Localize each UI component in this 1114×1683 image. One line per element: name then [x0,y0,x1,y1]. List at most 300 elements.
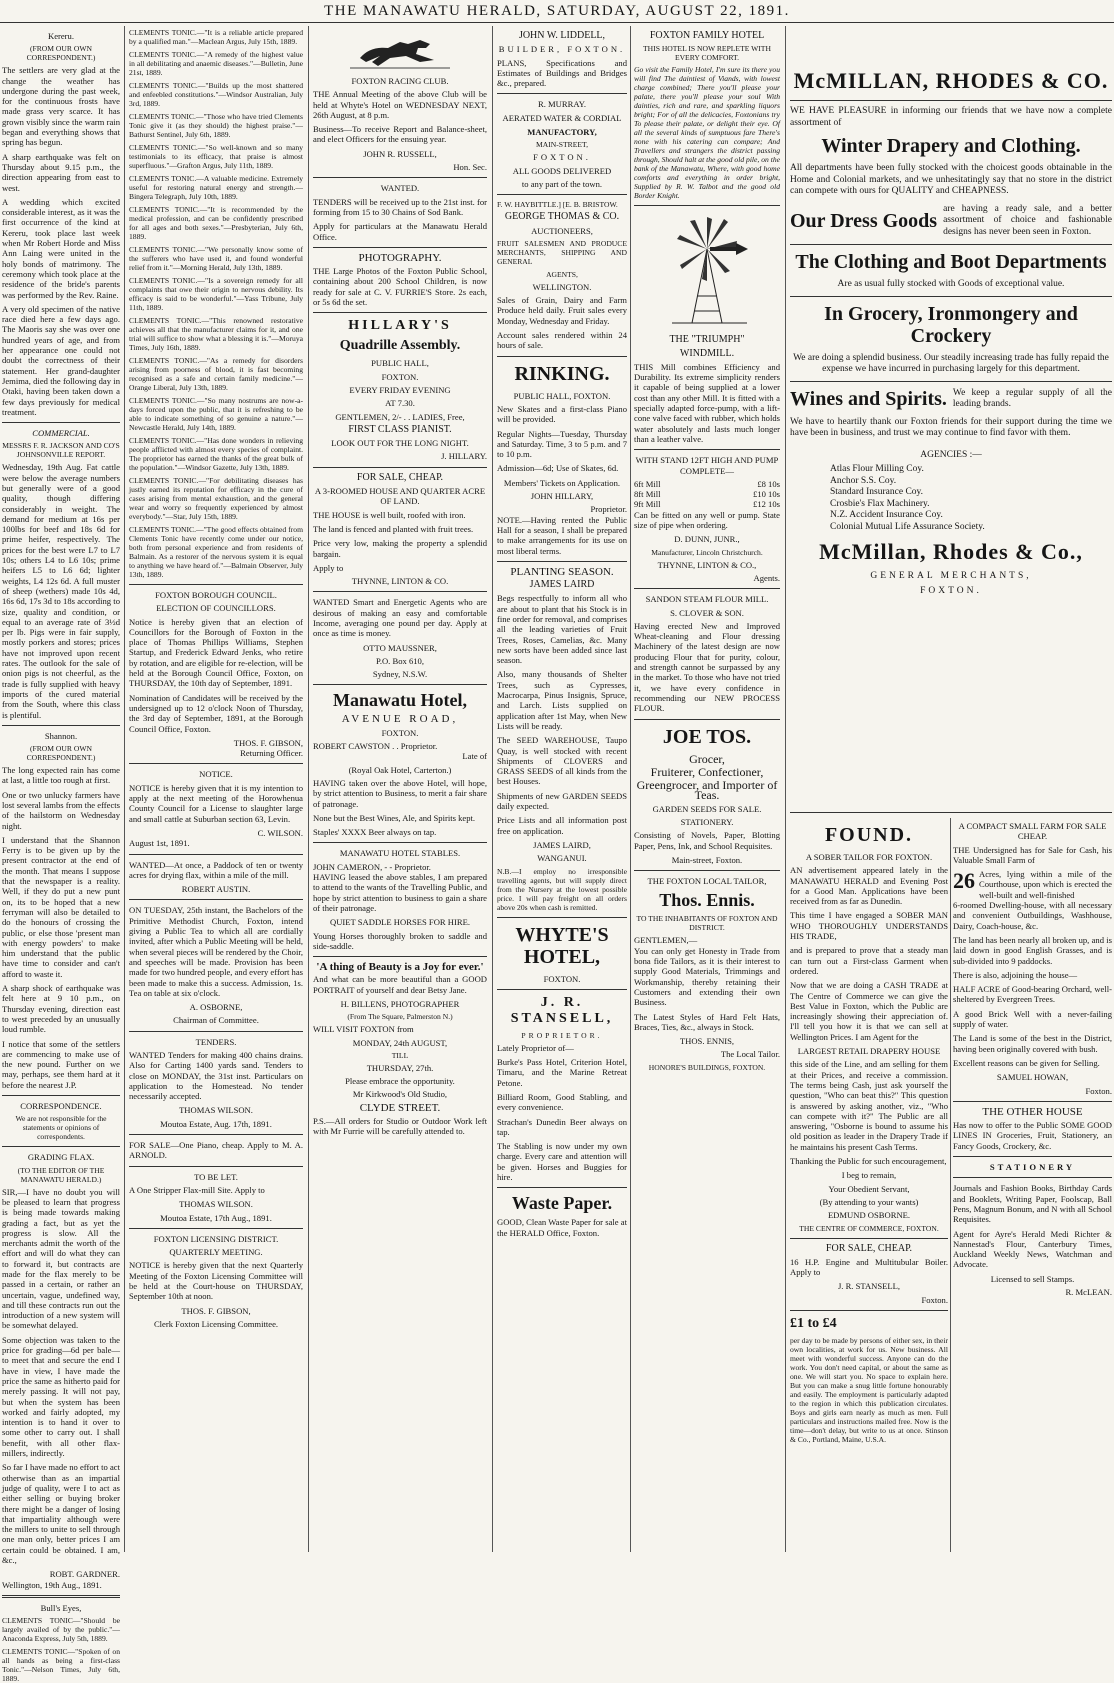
farm-paragraph: A good Brick Well with a never-failing supply of water. [953,1008,1112,1030]
hillary-hall: PUBLIC HALL, [371,358,429,369]
rinking-paragraph: New Skates and a first-class Piano will be provided. [497,403,627,425]
visit-date: MONDAY, 24th AUGUST, [352,1037,448,1048]
hotel-paragraph: None but the Best Wines, Ale, and Spirits kept. [313,812,476,823]
tobelet-date: Moutoa Estate, 17th Aug., 1891. [160,1212,272,1223]
council-subtitle: ELECTION OF COUNCILLORS. [156,603,276,614]
family-subtitle: THIS HOTEL IS NOW REPLETE WITH EVERY COMFORT. [643,44,771,63]
saddle-paragraph: Young Horses thoroughly broken to saddle and side-saddle. [313,930,487,951]
shannon-paragraph: I notice that some of the settlers are commencing to make use of the new pound. Further on we may, perhaps, see them hard at it before the nearest J.P. [2,1038,120,1090]
hotel-late: Late of [462,751,487,762]
sale-town: Foxton. [921,1294,948,1305]
column-notices [129,28,303,1550]
rinking-title: RINKING. [514,362,610,385]
column-rule [492,26,493,1552]
visit-line: WILL VISIT FOXTON from [313,1024,414,1035]
stansell-paragraph: Burke's Pass Hotel, Criterion Hotel, Timaru, and the Marine Retreat Petone. [497,1057,627,1088]
mill-price: £12 10s [753,499,780,510]
photo-title: PHOTOGRAPHY. [358,251,442,264]
kereru-paragraph: A wedding which excited considerable interest, as it was the first occurrence of the kind at Kereru, took place last week when Mr Robert Horde and Miss Ann Laing were united in the holy bonds of matrimony. The ceremony which took place at the residence of the bride's parents was performed by the Rev. Raine. [2,196,120,300]
mill-size: 9ft Mill [634,499,661,510]
council-role: Returning Officer. [240,748,303,759]
farm-paragraph: The land has been nearly all broken up, and is laid down in good English Grasses, and is sub-divided into 9 paddocks. [953,934,1112,966]
bulls-title: Bull's Eyes, [40,1602,82,1613]
tuesday-paragraph: ON TUESDAY, 25th instant, the Bachelors of the Primitive Methodist Church, Foxton, intend giving a Public Tea to which all are cordially invited, after which a Public Meeting will be held, when several pieces will be rendered by the Choir, and speeches will be made. Provision has been made for two hundred people, and every effort has been made to make this a success. Admission, 1s. Tea on table at six o'clock. [129,905,303,998]
farm-town: Foxton. [1085,1085,1112,1096]
windmill-icon [652,211,762,331]
bulls-paragraph: CLEMENTS TONIC—"Spoken of on all hands as being a first-class Tonic."—Nelson Times, July 6th, 1889. [2,1647,120,1683]
shannon-title: Shannon. [44,730,78,741]
beauty-title: 'A thing of Beauty is a Joy for ever.' [316,961,484,974]
thanks-paragraph: We have to heartily thank our Foxton friends for their support during the time we have been in business, and trust we may continue to find favor with them. [790,416,1112,438]
divider [953,1101,1112,1102]
clothing-paragraph: Are as usual fully stocked with Goods of exceptional value. [837,279,1065,289]
sale-title: FOR SALE, CHEAP. [825,1242,913,1254]
grading-signature: ROBT. GARDNER. [49,1569,120,1580]
column-rule [950,818,951,1552]
laird-paragraph: Begs respectfully to inform all who are about to plant that his Stock is in fine order for removal, and comprises all the leading varieties of Fruit Trees, Roses, Camelias, &c. Many new sorts have been added since last season. [497,593,627,666]
divider [129,1134,303,1135]
forsale-title: FOR SALE, CHEAP. [356,471,444,483]
stand-note: Can be fitted on any well or pump. State size of pipe when ordering. [634,509,780,531]
divider [129,1228,303,1229]
agents-signature: OTTO MAUSSNER, [363,642,437,653]
hotel-proprietor: ROBERT CAWSTON . . Proprietor. [313,741,438,752]
tonic-testimonials [129,28,303,579]
other-title: THE OTHER HOUSE [982,1105,1083,1118]
agents-address: Sydney, N.S.W. [372,669,428,680]
stationery-paragraph: Journals and Fashion Books, Birthday Cards and Booklets, Writing Paper, Foolscap, Ball Pens, Magnum Bonum, and N with all School Requisites. [953,1183,1112,1225]
tailor-line: THE FOXTON LOCAL TAILOR, [647,876,767,887]
dunn-agents: THYNNE, LINTON & CO., [657,559,757,570]
council-title: FOXTON BOROUGH COUNCIL. [155,590,277,600]
saddle-title: QUIET SADDLE HORSES FOR HIRE. [330,917,470,928]
hotel-town: FOXTON. [381,727,419,738]
tonic-testimonial: CLEMENTS TONIC.—"Is a sovereign remedy for all complaints that owe their origin to nervous debility. Its efficacy is said to be wonderful."—Yass Tribune, July 11th, 1889. [129,276,303,312]
farm-paragraph: Acres, lying within a mile of the Courthouse, upon which is erected the well-built and well-finished [979,869,1112,900]
dunn-agents-label: Agents. [753,572,780,583]
divider [2,1095,120,1096]
divider [790,1238,948,1239]
farm-paragraph: The Land is some of the best in the District, having been originally covered with bush. [953,1033,1112,1054]
studio-ps: P.S.—All orders for Studio or Outdoor Work left with Mr Furrie will be carefully attended to. [313,1116,487,1137]
column-rule [124,26,125,1552]
tonic-testimonial: CLEMENTS TONIC.—"Builds up the most shattered and enfeebled constitutions."—Windsor Australian, July 3rd, 1889. [129,81,303,108]
rinking-signature: JOHN HILLARY, [530,491,594,502]
dunn-name: D. DUNN, JUNR., [674,534,740,545]
agency-list [830,464,1112,533]
tonic-testimonial: CLEMENTS TONIC.—"This renowned restorative achieves all that the manufacturer claims for it, and one trial will suffice to show what a blessing it is."—Moruya Times, July 16th, 1889. [129,316,303,352]
correspondence-note: We are not responsible for the statements or opinions of correspondents. [15,1114,107,1142]
farm-title: A COMPACT SMALL FARM FOR SALE CHEAP. [958,821,1107,842]
grading-date: Wellington, 19th Aug., 1891. [2,1579,102,1590]
tonic-testimonial: CLEMENTS TONIC.—"Has done wonders in relieving people afflicted with almost every species of complaint. The proprietor has earned the thanks of the great bulk of the population."—Windsor Gazette, July 13th, 1889. [129,436,303,472]
wines-paragraph: We keep a regular supply of all the leading brands. [952,387,1112,409]
farm-paragraph: Excellent reasons can be given for Selling. [953,1057,1100,1068]
quarterly-signature: THOS. F. GIBSON, [181,1305,251,1316]
council-paragraph: Notice is hereby given that an election of Councillors for the Borough of Foxton in the place of Thomas Phillips Williams, Stephen Startup, and Frederick Edward Jenks, who retire by rotation, and are eligible for re-election, will be held at the Borough Council Office, Foxton, on THURSDAY, the 10th day of September, 1891. [129,616,303,689]
laird-town: WANGANUI. [537,853,587,864]
dunn-subtitle: Manufacturer, Lincoln Christchurch. [651,547,763,557]
racing-paragraph: THE Annual Meeting of the above Club will be held at Whyte's Hotel on WEDNESDAY NEXT, 26th August, at 8 p.m. [313,89,487,120]
thomas-paragraph: Sales of Grain, Dairy and Farm Produce held daily. Fruit sales every Monday, Wednesday and Friday. [497,295,627,326]
wanted-signature: ROBERT AUSTIN. [181,884,251,895]
agency-item: Atlas Flour Milling Coy. [830,464,924,474]
waste-paragraph: GOOD, Clean Waste Paper for sale at the HERALD Office, Foxton. [497,1217,627,1238]
studio-name: Mr Kirkwood's Old Studio, [352,1089,448,1100]
divider [790,812,1112,813]
winter-heading: Winter Drapery and Clothing. [821,135,1081,157]
grading-paragraph: SIR,—I have no doubt you will be pleased to learn that progress is being made towards making grading a fact, but as yet the progress is slow. All the merchants admit the worth of the effort and will do what they can to forward it, but contracts are made for the flax merely to be passed in a certain, or rather an uncertain, vague, undefined way, and till these contracts run out the introduction of a new system will be somewhat delayed. [2,1186,120,1331]
divider [634,449,780,450]
joe-line: Greengrocer, and Importer of Teas. [636,778,778,803]
kereru-paragraph: A very old specimen of the native race died here a few days ago. The Maoris say she was over one hundred years of age, and from her appearance one could not doubt the correctness of their statement. Her grand-daughter Jemima, died the following day in Otaki, having been taken down a few days previously for medical treatment. [2,303,120,417]
licensing-title: FOXTON LICENSING DISTRICT. [153,1233,279,1244]
wanted-paragraph: Apply for particulars at the Manawatu Herald Office. [313,221,487,242]
tailor-greeting: GENTLEMEN,— [634,935,698,946]
tenders-paragraph: WANTED Tenders for making 400 chains drains. Also for Carting 1400 yards sand. Tenders to close on MONDAY, the 31st inst. Particulars on application to the Homestead. No tender necessarily accepted. [129,1049,303,1102]
divider [129,763,303,764]
divider [790,381,1112,382]
divider [129,584,303,585]
wanted-title: WANTED. [380,183,420,194]
kereru-paragraph: A sharp earthquake was felt on Thursday about 9.15 p.m., the direction appearing from east to west. [2,151,120,193]
found-centre: THE CENTRE OF COMMERCE, FOXTON. [799,1223,939,1233]
council-paragraph: Nomination of Candidates will be received by the undersigned up to 12 o'clock Noon of Thursday, the 3rd day of September, 1891, at the Borough Council Office, Foxton. [129,692,303,734]
commercial-title: COMMERCIAL. [32,428,90,439]
farm-paragraph: 6-roomed Dwelling-house, with all necessary and convenient Outbuildings, Washhouse, Dairy, Coach-house, &c. [953,900,1112,931]
found-title: FOUND. [824,824,914,846]
notice-paragraph: NOTICE is hereby given that it is my intention to apply at the next meeting of the Horowhenua County Council for a License to slaughter large and small cattle at Suburban section 63, Levin. [129,782,303,824]
column-news [2,28,120,1683]
laird-note: N.B.—I employ no irresponsible travelling agents, but will supply direct from the Nursery at the lowest possible price. I will pay freight on all orders above 20s when cash is remitted. [497,866,627,912]
mill-price: £8 10s [757,478,780,489]
family-poem: Go visit the Family Hotel, I'm sure its there you will find The daintiest of Viands, with lowest charge combined; There you'll please your palate, there you'll please your soul With dainties, rich and rare, and sparkling liquors bright; For of all the delicacies, Foxtonians try To please their palate, or delight their eye. Of all the several kinds of sumptuous fare There's none with his catering can compare; And Travellers and strangers the district passing through, Should halt at the good old pile, on the bank of the Manawatu, Where, with good home comforts and everything in order bright, Supplied by R. W. Talbot and the good old Border Knight. [634,65,780,201]
tonic-testimonial: CLEMENTS TONIC.—"The good effects obtained from Clements Tonic have recently come under our notice, both from personal experience and from residents of Balmain. As a restorer of the nervous system it is equal to anything we have heard of."—Balmain Observer, July 13th, 1889. [129,525,303,579]
shannon-byline: (FROM OUR OWN CORRESPONDENT.) [26,744,96,763]
found-subtitle: A SOBER TAILOR FOR FOXTON. [805,852,933,862]
divider [790,100,1112,101]
divider [497,93,627,94]
visit-end: THURSDAY, 27th. [366,1062,434,1073]
divider [497,1187,627,1188]
tonic-testimonial: CLEMENTS TONIC.—"So many nostrums are now-a-days forced upon the public, that it is refreshing to be able to indicate something of so genuine a nature."—Newcastle Herald, July 14th, 1889. [129,396,303,432]
forsale-paragraph: The land is fenced and planted with fruit trees. [313,523,474,534]
murray-title: AERATED WATER & CORDIAL [502,112,622,123]
hillary-title: HILLARY'S [348,318,452,334]
farm-paragraph: THE Undersigned has for Sale for Cash, his Valuable Small Farm of [953,844,1112,865]
tailor-signature: THOS. ENNIS, [679,1036,735,1047]
hotel-title: Manawatu Hotel, [333,690,467,711]
hillary-signature: J. HILLARY. [441,451,487,462]
tenders-signature: THOMAS WILSON. [179,1105,253,1116]
forsale-apply: Apply to [313,562,344,573]
pound-paragraph: per day to be made by persons of either sex, in their own localities, at work for us. New business. All meet with wonderful success. Anyone can do the work. You don't need capital, or about the same as one. We will start you. No space to explain here. But you can make a snug little fortune honourably and easily. The employment is particularly adapted to the region in which this publication circulates. Boys and girls earn nearly as much as men. Full particulars and instructions mailed free. Now is the time—don't delay, but write to us at once. Stinson & Co., Portland, Maine, U.S.A. [790,1335,948,1444]
tailor-title: Thos. Ennis. [659,890,755,911]
laird-paragraph: The SEED WAREHOUSE, Taupo Quay, is well stocked with recent Shipments of CLOVERS and GRASS SEEDS of all kinds from the best Houses. [497,735,627,787]
racing-title: FOXTON RACING CLUB. [351,76,449,86]
column-ads-4 [497,28,627,1550]
tonic-testimonial: CLEMENTS TONIC.—A valuable medicine. Extremely useful for restoring natural energy and strength.—Bingera Telegraph, July 10th, 1889. [129,174,303,201]
hotel-paragraph: HAVING taken over the above Hotel, will hope, by strict attention to Business, to merit a fair share of patronage. [313,777,487,809]
tobelet-title: TO BE LET. [194,1171,238,1182]
agency-item: Crosbie's Flax Machinery. [830,498,930,509]
hillary-pianist: FIRST CLASS PIANIST. [348,423,452,435]
forsale-signature: THYNNE, LINTON & CO. [351,576,449,587]
hotel-road: AVENUE ROAD, [341,713,459,726]
shannon-paragraph: A sharp shock of earthquake was felt here at 9 10 p.m., on Thursday evening, direction east to west preceded by an unusually loud rumble. [2,983,120,1035]
tonic-testimonial: CLEMENTS TONIC.—"We personally know some of the sufferers who have used it, and found wonderful relief from it."—Morning Herald, July 13th, 1889. [129,245,303,272]
liddell-paragraph: PLANS, Specifications and Estimates of Buildings and Bridges &c., prepared. [497,57,627,89]
tailor-role: The Local Tailor. [720,1049,780,1060]
divider [634,588,780,589]
mill-size: 6ft Mill [634,478,661,489]
tonic-testimonial: CLEMENTS TONIC.—"For debilitating diseases has justly earned its reputation for efficacy in the cure of cases arising from mental exhaustion, and the general wear and worry so frequently experienced by almost everybody."—Star, July 15th, 1889. [129,476,303,521]
dress-row [790,204,1112,239]
hillary-time: AT 7.30. [385,398,415,409]
kereru-title: Kereru. [47,31,74,41]
racing-signature: JOHN R. RUSSELL, [363,148,437,159]
joe-title: JOE TOS. [662,725,752,748]
agency-item: N.Z. Accident Insurance Coy. [830,510,943,520]
wanted-paddock: WANTED—At once, a Paddock of ten or twenty acres for drying flax, within a mile of the mill. [129,859,303,880]
stansell-proprietor: PROPRIETOR. [521,1030,603,1040]
thomas-title: GEORGE THOMAS & CO. [504,211,620,223]
thomas-paragraph: FRUIT SALESMEN AND PRODUCE MERCHANTS, SHIPPING AND GENERAL [497,238,627,266]
found-paragraph: AN advertisement appeared lately in the MANAWATU HERALD and Evening Post for a Good Man. Applications have been received from as far as Dunedin. [790,865,948,907]
column-mcmillan [790,28,1112,814]
forsale-subtitle: A 3-ROOMED HOUSE AND QUARTER ACRE OF LAND. [314,486,486,507]
divider [313,842,487,843]
billens-from: (From The Square, Palmerston N.) [347,1012,453,1022]
tuesday-signature: A. OSBORNE, [189,1002,243,1013]
column-rule [630,26,631,1552]
stationery-stamps: Licensed to sell Stamps. [990,1273,1075,1284]
stansell-title: J. R. STANSELL, [510,994,614,1026]
joe-line: Fruiterer, Confectioner, [650,764,764,779]
wanted-paragraph: TENDERS will be received up to the 21st inst. for forming from 15 to 30 Chains of Sod Bank. [313,196,487,217]
triumph-subtitle: WINDMILL. [679,347,735,359]
stationery-signature: R. McLEAN. [1065,1286,1112,1297]
divider [790,296,1112,297]
mcmillan-intro: WE HAVE PLEASURE in informing our friends that we have now a complete assortment of [790,106,1112,128]
grading-paragraph: So far I have made no effort to act otherwise than as an impartial judge of quality, were I to act as either selling or buying broker there might be a danger of losing that impartiality although were the millers to unite to sell through one man only, better prices I am certain could be obtained. I am, &c., [2,1462,120,1565]
wines-row [790,388,1112,411]
joe-address: Main-street, Foxton. [671,854,743,865]
forsale-piano: FOR SALE—One Piano, cheap. Apply to M. A. ARNOLD. [129,1140,303,1161]
tuesday-role: Chairman of Committee. [173,1015,259,1026]
divider [790,1310,948,1311]
stansell-paragraph: Billiard Room, Good Stabling, and every convenience. [497,1092,627,1113]
divider [953,1156,1112,1157]
whytes-title: WHYTE'S HOTEL, [515,923,609,968]
grocery-heading: In Grocery, Ironmongery and Crockery [824,302,1078,347]
found-servant: Your Obedient Servant, [828,1183,910,1194]
thomas-subtitle: AUCTIONEERS, [531,225,593,236]
visit-till: TILL [391,1050,409,1060]
found-remain: I beg to remain, [841,1170,897,1181]
divider [313,467,487,468]
tonic-testimonial: CLEMENTS TONIC.—"As a remedy for disorders arising from poorness of blood, it is fast becoming recognised as a safe and certain family medicine."—Orange Liberal, July 13th, 1889. [129,356,303,392]
hillary-long-night: LOOK OUT FOR THE LONG NIGHT. [331,438,469,449]
quarterly-paragraph: NOTICE is hereby given that the next Quarterly Meeting of the Foxton Licensing Committee will be held at the Court-house on THURSDAY, September 10th at noon. [129,1260,303,1302]
murray-name: R. MURRAY. [537,99,586,110]
visit-embrace: Please embrace the opportunity. [345,1076,455,1087]
tobelet-paragraph: A One Stripper Flax-mill Site. Apply to [129,1184,265,1195]
hillary-price: GENTLEMEN, 2/- . . LADIES, Free, [335,411,465,422]
tailor-address: HONORE'S BUILDINGS, FOXTON. [648,1062,766,1072]
photo-paragraph: THE Large Photos of the Foxton Public School, containing about 200 School Children, is now ready for sale at C. V. FURRIE'S Store. 2s each, or 5s 6d the set. [313,266,487,308]
stationery-title: STATIONERY [989,1162,1076,1173]
murray-delivery: to any part of the town. [521,178,603,189]
divider [313,177,487,178]
sandon-paragraph: Having erected New and Improved Wheat-cleaning and Flour dressing Machinery of the latest design are now producing Flour that for purity, colour, and strength cannot be surpassed by any in the market. To those who have not tried it, we have every confidence in recommending our NEW PROCESS FLOUR. [634,620,780,714]
laird-paragraph: Also, many thousands of Shelter Trees, such as Cypresses, Macrocarpa, Pinus Insignis, Spruce, and Larch. Lists supplied on application after 1st May, when New Lists will be ready. [497,669,627,731]
racing-role: Hon. Sec. [453,162,487,173]
thomas-agents: AGENTS, [546,269,578,279]
rinking-note: NOTE.—Having rented the Public Hall for a season, I shall be prepared to make arrangements for its use on most liberal terms. [497,514,627,556]
divider [313,684,487,685]
found-by: (By attending to your wants) [819,1196,919,1207]
column-ads-3 [313,28,487,1550]
column-rule [308,26,309,1552]
rinking-paragraph: Regular Nights—Tuesday, Thursday and Saturday. Time, 3 to 5 p.m. and 7 to 10 p.m. [497,428,627,460]
rinking-role: Proprietor. [590,504,627,515]
tailor-paragraph: The Latest Styles of Hard Felt Hats, Braces, Ties, &c., always in Stock. [634,1011,780,1032]
agents-paragraph: WANTED Smart and Energetic Agents who are desirous of making an easy and comfortable Income, averaging one pound per day. Apply at once as time is money. [313,597,487,639]
divider [497,561,627,562]
found-paragraph: Thanking the Public for such encouragement, [790,1156,947,1167]
hillary-town: FOXTON. [381,371,419,382]
quarterly-role: Clerk Foxton Licensing Committee. [153,1318,279,1329]
rinking-tickets: Members' Tickets on Application. [503,477,621,488]
divider [953,1177,1112,1178]
forsale-paragraph: THE HOUSE is well built, roofed with iron. [313,509,466,520]
dress-heading: Our Dress Goods [790,209,938,232]
joe-stationery-paragraph: Consisting of Novels, Paper, Blotting Paper, Pens, Ink, and School Requisites. [634,830,780,851]
sale-paragraph: 16 H.P. Engine and Multitubular Boiler. Apply to [790,1256,948,1278]
tailor-paragraph: You can only get Honesty in Trade from bona fide Tailors, as it is their interest to supply Good Materials, Trimmings and Workmanship, thereby retaining their Customers and extending their own Business. [634,945,780,1008]
triumph-paragraph: THIS Mill combines Efficiency and Durability. Its extreme simplicity renders it capable of being supplied at a lower cost than any other Mill. It is fitted with a specially adapted force-pump, with a lift-cone valve faced with rubber, which holds water absolutely and lasts much longer than a leather valve. [634,361,780,444]
thomas-paragraph: Account sales rendered within 24 hours of sale. [497,330,627,351]
divider [313,312,487,313]
joe-seeds: GARDEN SEEDS FOR SALE. [652,803,762,814]
found-paragraph: Now that we are doing a CASH TRADE at The Centre of Commerce we can give the Best Value in Foxton, which the Public are increasingly showing their appreciation of. I'll tell you how it is that we can sell at Wellington Prices. I am Agent for the [790,980,948,1042]
grading-title: GRADING FLAX. [27,1152,95,1163]
stables-proprietor: JOHN CAMERON, - - Proprietor. [313,861,431,872]
agency-item: Colonial Mutual Life Assurance Society. [830,521,985,532]
hillary-subtitle: Quadrille Assembly. [339,338,461,354]
laird-signature: JAMES LAIRD, [533,839,591,850]
rinking-paragraph: Admission—6d; Use of Skates, 6d. [497,463,619,474]
column-found [790,818,948,1548]
divider [2,1595,120,1598]
tonic-testimonial: CLEMENTS TONIC.—"A remedy of the highest value in all debilitating and anaemic diseases."—Bulletin, June 21st, 1889. [129,50,303,77]
grading-to: (TO THE EDITOR OF THE MANAWATU HERALD.) [17,1165,105,1184]
stand-title: WITH STAND 12FT HIGH AND PUMP COMPLETE— [635,455,779,476]
column-farm [953,818,1112,1548]
mill-price-row [634,479,780,489]
divider [2,1146,120,1147]
farm-acres-row [953,869,1112,900]
divider [497,356,627,357]
murray-street: MAIN-STREET, [536,140,588,150]
wines-heading: Wines and Spirits. [790,388,947,410]
bulls-paragraph: CLEMENTS TONIC—"Should be largely availed of by the public."—Anaconda Express, July 5th, 1889. [2,1616,120,1644]
racehorse-icon [350,32,450,72]
divider [2,422,120,423]
laird-name: JAMES LAIRD [529,579,595,591]
stationery-paragraph: Agent for Ayre's Herald Medi Richter & Nannestad's Flour, Canterbury Times, Auckland Weekly News, Watchman and Advocate. [953,1228,1112,1270]
triumph-title: THE "TRIUMPH" [669,334,745,346]
divider [2,725,120,726]
beauty-paragraph: And what can be more beautiful than a GOOD PORTRAIT of yourself and dear Betsy Jane. [313,974,487,995]
agencies-title: AGENCIES :— [920,449,982,460]
stables-paragraph: HAVING leased the above stables, I am prepared to attend to the wants of the Travelling Public, and hope by strict attention to business to gain a share of their patronage. [313,872,487,913]
stansell-paragraph: Lately Proprietor of— [497,1042,574,1053]
liddell-name: JOHN W. LIDDELL, [518,30,606,41]
tonic-testimonial: CLEMENTS TONIC.—"So well-known and so many testimonials to its efficacy, that praise is almost superfluous."—Grafton Argus, July 11th, 1889. [129,143,303,170]
found-paragraph: this side of the Line, and am selling for them at their Prices, and receive a commission. The terms being Cash, just ask yourself the question, "Who can beat this?" This question is answered by asking another, viz., "Who can compete with it?" The Public are all answering, "Osborne is bound to assume his old position as leader in the Drapery Trade if he maintains his present Cash Terms. [790,1059,948,1152]
joe-line: Grocer, [689,751,725,766]
tenders-date: Moutoa Estate, Aug. 17th, 1891. [160,1118,272,1129]
agents-address: P.O. Box 610, [376,655,424,666]
farm-acres: 26 [953,868,975,894]
planting-title: PLANTING SEASON. [510,565,614,578]
stables-title: MANAWATU HOTEL STABLES. [339,848,461,859]
tonic-testimonial: CLEMENTS TONIC.—"Those who have tried Clements Tonic give it (as they should) the highest praise."—Bathurst Sentinel, July 6th, 1889. [129,112,303,139]
divider [313,247,487,248]
divider [634,205,780,206]
murray-manufactory: MANUFACTORY, [527,127,597,138]
found-paragraph: and is prepared to prove that a steady man can turn out a First-class Garment when ordered. [790,945,948,976]
kereru-byline: (FROM OUR OWN CORRESPONDENT.) [26,44,96,63]
agency-item: Standard Insurance Coy. [830,487,924,497]
shannon-paragraph: I understand that the Shannon Ferry is to be given up by the present contractor at the end of the month. That means I suppose that the newspaper is a reality. Well, if they do put a new punt on, its to be hoped that a new ferryman will also be detailed to do the honours of crossing the public, or else those 'present man with energy powders' to make him understand that the public have time to consider and can't afford to waste it. [2,834,120,979]
column-ads-5 [634,28,780,1550]
notice-date: August 1st, 1891. [129,838,190,849]
tenders-title: TENDERS. [195,1036,237,1047]
divider [129,1031,303,1032]
divider [129,854,303,855]
stansell-paragraph: Strachan's Dunedin Beer always on tap. [497,1116,627,1137]
shannon-paragraph: The long expected rain has come at last, a little too rough at first. [2,765,120,786]
mcmillan-signature: McMillan, Rhodes & Co., [819,539,1083,564]
found-largest: LARGEST RETAIL DRAPERY HOUSE [797,1046,941,1057]
found-signature: EDMUND OSBORNE. [827,1210,911,1221]
winter-paragraph: All departments have been fully stocked with the choicest goods obtainable in the Home and Colonial markets, and we unhesitatingly say that no store in the district can compete with ours for QUALITY and CHEAPNESS. [790,163,1112,196]
masthead: THE MANAWATU HERALD, SATURDAY, AUGUST 22, 1891. [0,0,1114,23]
whytes-town: FOXTON. [543,973,581,984]
laird-paragraph: Price Lists and all information post free on application. [497,815,627,836]
laird-paragraph: Shipments of new GARDEN SEEDS daily expected. [497,790,627,812]
dress-paragraph: are having a ready sale, and a better assortment of choice and fashionable designs has never been seen in Foxton. [943,203,1112,237]
kereru-paragraph: The settlers are very glad at the change the weather has undergone during the past week, for the continuous frosts have made grass very scarce. It has grown visibly since the warm rain began and everything shows that spring has begun. [2,65,120,148]
divider [129,899,303,900]
thomas-names: F. W. HAYBITTLE.] [E. B. BRISTOW. [497,200,618,210]
liddell-trade: BUILDER, FOXTON. [498,44,626,55]
stansell-paragraph: The Stabling is now under my own charge. Every care and attention will be given. Horses and Buggies for hire. [497,1141,627,1183]
pound-title: £1 to £4 [790,1315,837,1331]
billens-name: H. BILLENS, PHOTOGRAPHER [340,999,460,1009]
mill-price-list [634,479,780,510]
divider [129,1166,303,1167]
hotel-paragraph: Staples' XXXX Beer always on tap. [313,827,437,838]
commercial-paragraph: Wednesday, 19th Aug. Fat cattle were below the average numbers but generally were of a good quality, though differing considerably in weight. The demand for medium at 16s per 100lbs for beef and 18s 6d for prime heifer, respectively. The prices for the best were L7 to L7 10s; others L4 to L6 10s; prime heifers L5 to L6 6d; lighter weights, L4 12s 6d. A full muster of sheep (wethers) made 10s 4d, 16s 6d, 17s 3d to 18s according to size, quality and condition, or equal to an average rate of 3½d per lb. Pigs were in fair supply, mostly porkers and stores; prices have not improved upon recent rates. The outlook for the sale of onion pigs is not cheerful, as the trade is fully supplied with heavy imports of the cured material from the South, where this class is plentiful. [2,462,120,720]
quarterly-title: QUARTERLY MEETING. [169,1247,263,1258]
sale-signature: J. R. STANSELL, [837,1281,901,1292]
divider [790,244,1112,245]
sandon-title: SANDON STEAM FLOUR MILL. [645,594,769,605]
